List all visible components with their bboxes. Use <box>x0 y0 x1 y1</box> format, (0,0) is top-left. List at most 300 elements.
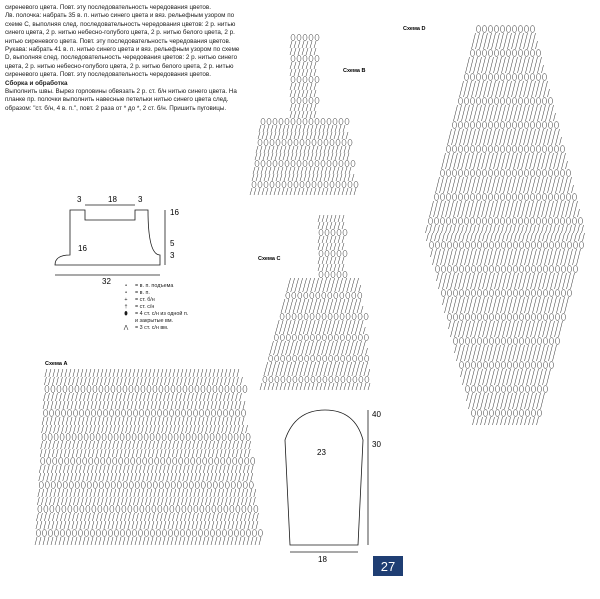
stitch-mark <box>502 289 506 296</box>
stitch-mark <box>448 289 452 296</box>
stitch-mark <box>140 409 144 416</box>
stitch-mark <box>460 361 464 368</box>
dim-right: 3 <box>138 195 143 204</box>
stitch-row <box>450 129 560 137</box>
stitch-mark <box>186 433 190 440</box>
stitch-mark <box>550 361 554 368</box>
stitch-mark <box>526 361 530 368</box>
stitch-mark <box>334 334 338 340</box>
stitch-mark <box>47 457 51 464</box>
stitch-mark <box>477 169 481 176</box>
stitch-mark <box>273 160 277 166</box>
stitch-mark <box>298 313 302 319</box>
stitch-mark <box>448 241 452 248</box>
stitch-mark <box>269 376 273 382</box>
stitch-mark <box>171 385 175 392</box>
stitch-mark <box>135 481 139 488</box>
stitch-mark <box>520 313 524 320</box>
stitch-mark <box>490 409 494 416</box>
stitch-mark <box>573 193 577 200</box>
stitch-mark <box>324 181 328 187</box>
stitch-mark <box>120 433 124 440</box>
stitch-mark <box>490 265 494 272</box>
stitch-mark <box>270 181 274 187</box>
stitch-mark <box>334 313 338 319</box>
stitch-mark <box>501 169 505 176</box>
stitch-mark <box>147 481 151 488</box>
stitch-mark <box>62 409 66 416</box>
stitch-mark <box>519 73 523 80</box>
stitch-mark <box>331 250 335 256</box>
stitch-mark <box>258 181 262 187</box>
stitch-mark <box>453 145 457 152</box>
stitch-mark <box>568 265 572 272</box>
stitch-mark <box>188 505 192 512</box>
stitch-mark <box>471 121 475 128</box>
stitch-mark <box>531 49 535 56</box>
legend-item: † = ст. с/н <box>120 304 188 311</box>
stitch-mark <box>343 250 347 256</box>
stitch-mark <box>279 118 283 124</box>
stitch-mark <box>574 265 578 272</box>
stitch-mark <box>309 76 313 82</box>
stitch-mark <box>323 355 327 361</box>
stitch-mark <box>45 481 49 488</box>
stitch-mark <box>153 481 157 488</box>
stitch-mark <box>478 385 482 392</box>
stitch-mark <box>353 355 357 361</box>
stitch-mark <box>111 385 115 392</box>
stitch-mark <box>110 409 114 416</box>
stitch-mark <box>234 529 238 536</box>
stitch-mark <box>236 505 240 512</box>
stitch-mark <box>201 385 205 392</box>
stitch-mark <box>550 265 554 272</box>
stitch-mark <box>495 97 499 104</box>
stitch-row <box>443 297 569 305</box>
stitch-mark <box>206 409 210 416</box>
stitch-mark <box>531 97 535 104</box>
stitch-mark <box>448 313 452 320</box>
dim-side2: 3 <box>170 251 175 260</box>
stitch-mark <box>213 385 217 392</box>
stitch-mark <box>502 409 506 416</box>
stitch-mark <box>365 355 369 361</box>
stitch-mark <box>66 433 70 440</box>
stitch-mark <box>126 529 130 536</box>
stitch-mark <box>460 289 464 296</box>
stitch-mark <box>325 229 329 235</box>
stitch-mark <box>173 457 177 464</box>
stitch-mark <box>514 385 518 392</box>
stitch-mark <box>365 376 369 382</box>
stitch-row <box>270 348 368 355</box>
stitch-mark <box>454 313 458 320</box>
stitch-mark <box>447 193 451 200</box>
bobble-icon: ⬮ <box>124 311 128 317</box>
stitch-mark <box>490 313 494 320</box>
stitch-row <box>438 177 572 185</box>
stitch-mark <box>36 529 40 536</box>
stitch-row <box>290 104 316 111</box>
stitch-mark <box>537 217 541 224</box>
stitch-mark <box>471 169 475 176</box>
stitch-mark <box>477 193 481 200</box>
stitch-mark <box>95 457 99 464</box>
stitch-mark <box>331 229 335 235</box>
stitch-mark <box>471 49 475 56</box>
stitch-mark <box>132 529 136 536</box>
stitch-mark <box>164 505 168 512</box>
stitch-mark <box>264 181 268 187</box>
stitch-row <box>253 167 351 174</box>
stitch-mark <box>472 265 476 272</box>
stitch-row <box>264 369 370 376</box>
stitch-mark <box>532 409 536 416</box>
stitch-mark <box>336 181 340 187</box>
stitch-mark <box>342 139 346 145</box>
stitch-mark <box>496 289 500 296</box>
stitch-row <box>266 362 368 369</box>
stitch-mark <box>234 433 238 440</box>
stitch-mark <box>495 49 499 56</box>
stitch-mark <box>513 49 517 56</box>
stitch-mark <box>304 292 308 298</box>
stitch-row <box>431 249 581 257</box>
stitch-mark <box>489 193 493 200</box>
stitch-row <box>427 233 585 241</box>
dim-height: 16 <box>170 208 179 217</box>
chart-b <box>250 34 358 195</box>
stitch-mark <box>513 169 517 176</box>
stitch-mark <box>477 25 481 32</box>
stitch-mark <box>328 292 332 298</box>
stitch-mark <box>543 73 547 80</box>
stitch-mark <box>316 334 320 340</box>
stitch-mark <box>105 385 109 392</box>
stitch-mark <box>556 337 560 344</box>
stitch-mark <box>292 292 296 298</box>
stitch-mark <box>544 289 548 296</box>
stitch-mark <box>484 337 488 344</box>
stitch-row <box>290 62 316 69</box>
stitch-mark <box>228 433 232 440</box>
stitch-mark <box>210 529 214 536</box>
stitch-mark <box>454 289 458 296</box>
stitch-mark <box>358 292 362 298</box>
stitch-mark <box>213 481 217 488</box>
stitch-mark <box>340 334 344 340</box>
stitch-mark <box>286 292 290 298</box>
stitch-mark <box>92 505 96 512</box>
stitch-mark <box>484 409 488 416</box>
stitch-mark <box>555 121 559 128</box>
stitch-mark <box>537 193 541 200</box>
stitch-mark <box>352 334 356 340</box>
stitch-mark <box>436 265 440 272</box>
stitch-mark <box>454 265 458 272</box>
stitch-mark <box>556 265 560 272</box>
stitch-mark <box>501 193 505 200</box>
stitch-mark <box>237 481 241 488</box>
stitch-mark <box>508 241 512 248</box>
stitch-mark <box>514 409 518 416</box>
stitch-mark <box>104 505 108 512</box>
stitch-mark <box>531 25 535 32</box>
stitch-mark <box>544 361 548 368</box>
stitch-mark <box>292 334 296 340</box>
stitch-row <box>290 41 316 48</box>
stitch-mark <box>543 193 547 200</box>
stitch-mark <box>204 433 208 440</box>
stitch-mark <box>158 505 162 512</box>
stitch-mark <box>327 118 331 124</box>
stitch-mark <box>555 145 559 152</box>
stitch-mark <box>489 97 493 104</box>
stitch-mark <box>538 313 542 320</box>
stitch-mark <box>526 265 530 272</box>
stitch-mark <box>248 505 252 512</box>
stitch-mark <box>436 241 440 248</box>
stitch-mark <box>429 217 433 224</box>
stitch-mark <box>194 505 198 512</box>
stitch-mark <box>466 361 470 368</box>
stitch-mark <box>496 313 500 320</box>
stitch-mark <box>168 529 172 536</box>
stitch-mark <box>454 241 458 248</box>
stitch-mark <box>131 457 135 464</box>
sleeve-h2: 30 <box>372 440 381 449</box>
stitch-row <box>256 146 350 153</box>
stitch-mark <box>561 145 565 152</box>
stitch-mark <box>212 505 216 512</box>
stitch-mark <box>299 376 303 382</box>
stitch-mark <box>134 505 138 512</box>
stitch-mark <box>300 139 304 145</box>
stitch-mark <box>555 169 559 176</box>
stitch-row <box>259 125 345 132</box>
stitch-mark <box>465 169 469 176</box>
stitch-mark <box>525 49 529 56</box>
stitch-mark <box>567 193 571 200</box>
stitch-mark <box>490 289 494 296</box>
stitch-mark <box>501 49 505 56</box>
stitch-mark <box>68 505 72 512</box>
chart-c-label: Схема С <box>258 256 281 262</box>
stitch-mark <box>57 385 61 392</box>
stitch-mark <box>237 385 241 392</box>
stitch-mark <box>176 505 180 512</box>
stitch-mark <box>544 241 548 248</box>
stitch-mark <box>236 409 240 416</box>
stitch-mark <box>561 193 565 200</box>
stitch-mark <box>460 337 464 344</box>
stitch-mark <box>204 529 208 536</box>
stitch-mark <box>459 217 463 224</box>
stitch-mark <box>240 529 244 536</box>
stitch-mark <box>270 139 274 145</box>
stitch-mark <box>496 265 500 272</box>
stitch-mark <box>242 409 246 416</box>
stitch-mark <box>466 313 470 320</box>
stitch-mark <box>543 169 547 176</box>
stitch-mark <box>555 217 559 224</box>
stitch-mark <box>526 337 530 344</box>
stitch-row <box>275 327 365 334</box>
stitch-mark <box>146 505 150 512</box>
stitch-row <box>37 497 255 505</box>
stitch-mark <box>460 241 464 248</box>
stitch-mark <box>549 193 553 200</box>
stitch-mark <box>195 481 199 488</box>
stitch-mark <box>318 181 322 187</box>
stitch-mark <box>219 481 223 488</box>
stitch-mark <box>92 409 96 416</box>
stitch-mark <box>44 505 48 512</box>
stitch-mark <box>252 529 256 536</box>
stitch-mark <box>77 457 81 464</box>
paragraph-2: Лв. полочка: набрать 35 в. п. нитью синего цвета и вяз. рельефным узором по схеме С, выполняя след. последовательность чередования цветов: 2 р. нитью синего цвета, 2 р. нитью небесно-голубого цвета, 2 р. нитью белого цвета, 2 р. нитью сиреневого цвета. Повт. эту последовательность чередования цветов. <box>5 12 236 45</box>
stitch-mark <box>550 241 554 248</box>
stitch-mark <box>442 241 446 248</box>
stitch-mark <box>543 121 547 128</box>
stitch-mark <box>507 25 511 32</box>
stitch-mark <box>507 73 511 80</box>
stitch-mark <box>501 25 505 32</box>
stitch-mark <box>207 481 211 488</box>
stitch-mark <box>306 181 310 187</box>
stitch-mark <box>562 241 566 248</box>
stitch-mark <box>102 529 106 536</box>
stitch-mark <box>513 217 517 224</box>
dim-inner: 16 <box>78 244 87 253</box>
stitch-mark <box>562 313 566 320</box>
stitch-mark <box>291 160 295 166</box>
stitch-mark <box>531 193 535 200</box>
stitch-mark <box>328 334 332 340</box>
stitch-row <box>451 329 561 337</box>
stitch-mark <box>520 241 524 248</box>
stitch-mark <box>519 217 523 224</box>
stitch-row <box>41 441 251 449</box>
stitch-row <box>43 393 241 401</box>
stitch-mark <box>567 217 571 224</box>
stitch-row <box>287 285 361 292</box>
chart-b-label: Схема B <box>343 68 366 74</box>
stitch-mark <box>484 241 488 248</box>
legend-item: ∘ = в. п. подъема <box>120 283 188 290</box>
stitch-mark <box>340 292 344 298</box>
stitch-mark <box>502 313 506 320</box>
stitch-mark <box>66 529 70 536</box>
stitch-mark <box>224 505 228 512</box>
stitch-row <box>289 278 359 285</box>
stitch-mark <box>201 481 205 488</box>
stitch-row <box>430 209 580 217</box>
stitch-mark <box>532 385 536 392</box>
stitch-row <box>474 33 536 41</box>
chart-d <box>426 25 585 425</box>
stitch-mark <box>216 529 220 536</box>
stitch-row <box>449 321 563 329</box>
stitch-mark <box>348 139 352 145</box>
stitch-mark <box>336 139 340 145</box>
stitch-mark <box>327 160 331 166</box>
stitch-row <box>473 417 539 425</box>
stitch-mark <box>550 337 554 344</box>
stitch-mark <box>483 217 487 224</box>
stitch-mark <box>322 292 326 298</box>
stitch-mark <box>496 385 500 392</box>
stitch-mark <box>472 289 476 296</box>
paragraph-1: сиреневого цвета. Повт. эту последовательность чередования цветов. <box>5 4 212 11</box>
stitch-mark <box>465 217 469 224</box>
stitch-mark <box>465 145 469 152</box>
stitch-mark <box>287 355 291 361</box>
stitch-mark <box>345 118 349 124</box>
stitch-mark <box>209 457 213 464</box>
stitch-row <box>436 185 574 193</box>
stitch-mark <box>243 385 247 392</box>
stitch-mark <box>501 217 505 224</box>
stitch-mark <box>222 433 226 440</box>
stitch-mark <box>144 433 148 440</box>
stitch-mark <box>513 97 517 104</box>
stitch-mark <box>219 385 223 392</box>
dim-side1: 5 <box>170 239 175 248</box>
stitch-mark <box>221 457 225 464</box>
stitch-mark <box>364 334 368 340</box>
stitch-mark <box>186 529 190 536</box>
stitch-mark <box>297 97 301 103</box>
stitch-mark <box>507 97 511 104</box>
stitch-mark <box>544 265 548 272</box>
stitch-mark <box>276 139 280 145</box>
stitch-mark <box>555 193 559 200</box>
stitch-mark <box>281 376 285 382</box>
stitch-mark <box>185 457 189 464</box>
stitch-mark <box>337 271 341 277</box>
stitch-mark <box>317 355 321 361</box>
stitch-mark <box>98 505 102 512</box>
stitch-mark <box>538 241 542 248</box>
stitch-row <box>277 320 363 327</box>
stitch-mark <box>519 121 523 128</box>
stitch-mark <box>549 121 553 128</box>
section-heading: Сборка и обработка <box>5 79 68 87</box>
stitch-mark <box>111 481 115 488</box>
stitch-mark <box>285 160 289 166</box>
stitch-mark <box>56 409 60 416</box>
stitch-mark <box>508 265 512 272</box>
stitch-mark <box>477 97 481 104</box>
stitch-mark <box>343 271 347 277</box>
stitch-mark <box>319 271 323 277</box>
stitch-row <box>290 83 316 90</box>
stitch-mark <box>144 529 148 536</box>
stitch-mark <box>282 139 286 145</box>
stitch-mark <box>466 337 470 344</box>
stitch-mark <box>122 409 126 416</box>
stitch-mark <box>261 160 265 166</box>
stitch-mark <box>580 241 584 248</box>
stitch-mark <box>197 457 201 464</box>
stitch-mark <box>303 34 307 40</box>
stitch-mark <box>329 355 333 361</box>
stitch-mark <box>311 355 315 361</box>
stitch-mark <box>114 433 118 440</box>
stitch-mark <box>323 376 327 382</box>
